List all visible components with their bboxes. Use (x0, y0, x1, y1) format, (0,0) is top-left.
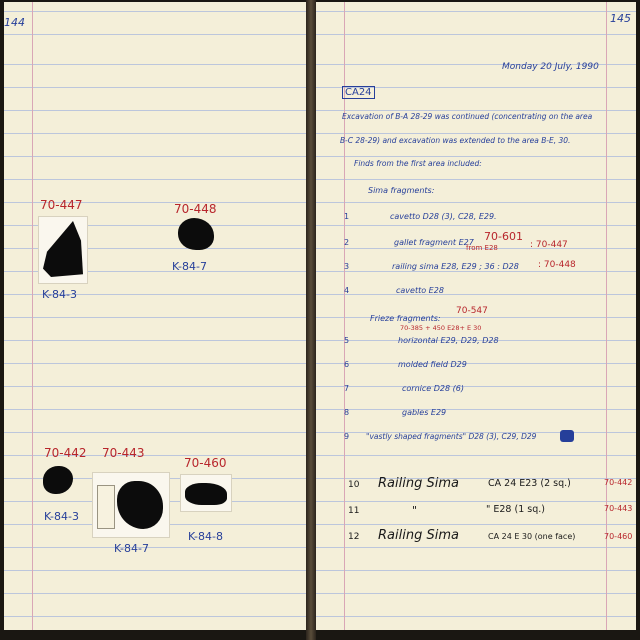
item-text: gables E29 (402, 408, 447, 417)
artifact-image (185, 483, 227, 505)
specimen-number: 70-447 (40, 198, 83, 212)
red-note-sub: 70-385 + 450 E28+ E 30 (400, 324, 482, 332)
table-row-name: " (412, 504, 418, 517)
specimen-number: 70-443 (102, 446, 145, 460)
item-number: 5 (344, 336, 350, 345)
specimen-photo (38, 216, 88, 284)
group-heading: Sima fragments: (368, 186, 435, 195)
specimen-number: 70-448 (174, 202, 217, 216)
artifact-image (43, 466, 73, 494)
item-number: 6 (344, 360, 350, 369)
table-row-location: " E28 (1 sq.) (486, 504, 545, 515)
item-number: 3 (344, 262, 350, 271)
notebook-spine (306, 0, 316, 640)
specimen-photo (40, 462, 78, 500)
artifact-image (117, 481, 163, 529)
item-number: 7 (344, 384, 350, 393)
table-row-ref: 70-443 (604, 504, 633, 513)
item-number: 4 (344, 286, 350, 295)
item-text: "vastly shaped fragments" D28 (3), C29, D29 (366, 432, 537, 441)
entry-date: Monday 20 July, 1990 (502, 62, 599, 72)
table-row-number: 12 (348, 532, 360, 542)
left-page (4, 2, 306, 630)
red-note-sub: from E28 (466, 244, 498, 252)
table-row-name: Railing Sima (378, 528, 459, 543)
page-number: 144 (4, 16, 25, 29)
item-text: gallet fragment E27 (394, 238, 474, 247)
item-text: cornice D28 (6) (402, 384, 464, 393)
table-row-location: CA 24 E23 (2 sq.) (488, 478, 571, 489)
specimen-label: K-84-7 (114, 542, 149, 555)
table-row-ref: 70-442 (604, 478, 633, 487)
page-number: 145 (610, 12, 631, 25)
red-note: 70-601 (484, 230, 523, 243)
intro-line: Excavation of B-A 28-29 was continued (concentrating on the area (342, 112, 593, 121)
item-number: 9 (344, 432, 350, 441)
item-number: 2 (344, 238, 350, 247)
item-text: molded field D29 (398, 360, 467, 369)
right-page (316, 2, 636, 630)
table-row-name: Railing Sima (378, 476, 459, 491)
artifact-image (178, 218, 214, 250)
specimen-number: 70-442 (44, 446, 87, 460)
item-number: 8 (344, 408, 350, 417)
item-text: horizontal E29, D29, D28 (398, 336, 499, 345)
item-text: cavetto D28 (3), C28, E29. (390, 212, 497, 221)
item-text: cavetto E28 (396, 286, 444, 295)
specimen-photo (92, 472, 170, 538)
intro-line: B-C 28-29) and excavation was extended to the area B-E, 30. (340, 136, 571, 145)
ink-mark (560, 430, 574, 442)
item-text: railing sima E28, E29 ; 36 : D28 (392, 262, 519, 271)
specimen-photo (180, 474, 232, 512)
red-note: : 70-448 (538, 260, 576, 270)
red-note: 70-547 (456, 306, 488, 316)
specimen-label: K-84-7 (172, 260, 207, 273)
specimen-label: K-84-8 (188, 530, 223, 543)
specimen-photo (174, 216, 218, 256)
specimen-label: K-84-3 (44, 510, 79, 523)
left-margin-line (32, 2, 33, 630)
table-row-location: CA 24 E 30 (one face) (488, 532, 576, 541)
group-heading: Frieze fragments: (370, 314, 441, 323)
photo-scale-tag (97, 485, 115, 529)
section-heading: CA24 (342, 86, 375, 99)
table-row-number: 10 (348, 480, 360, 490)
artifact-image (43, 221, 83, 277)
table-row-ref: 70-460 (604, 532, 633, 541)
intro-line: Finds from the first area included: (354, 159, 482, 168)
red-note: : 70-447 (530, 240, 568, 250)
table-row-number: 11 (348, 506, 360, 516)
specimen-number: 70-460 (184, 456, 227, 470)
item-number: 1 (344, 212, 350, 221)
specimen-label: K-84-3 (42, 288, 77, 301)
